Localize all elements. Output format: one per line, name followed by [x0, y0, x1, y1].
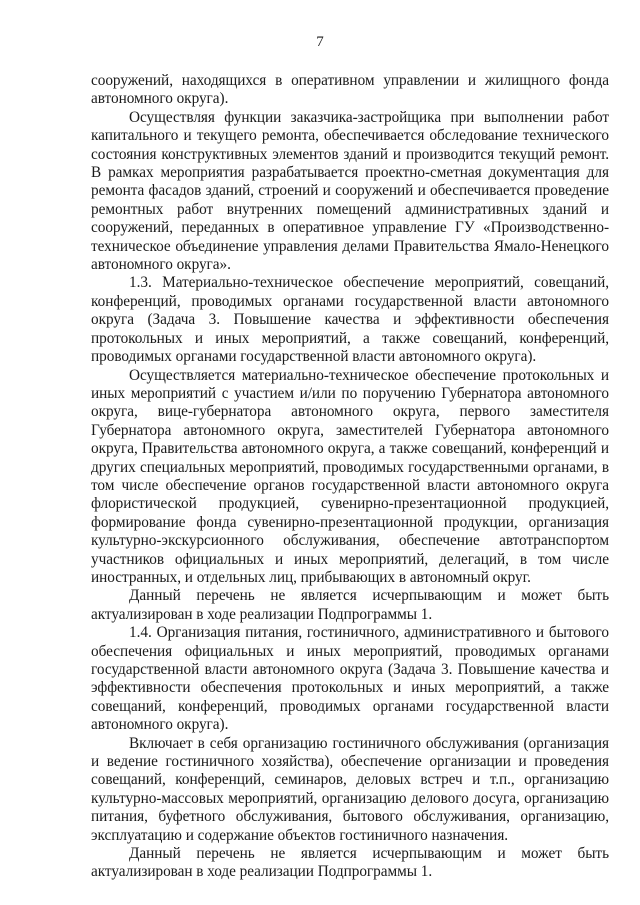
paragraph: Данный перечень не является исчерпывающим и может быть актуализирован в ходе реализации Подпрограммы 1.: [91, 845, 609, 881]
paragraph: сооружений, находящихся в оперативном управлении и жилищного фонда автономного округа).: [91, 72, 609, 108]
paragraph: Осуществляется материально-техническое обеспечение протокольных и иных мероприятий с участием и/или по поручению Губернатора автономного округа, вице-губернатора автономного округа, первого заместителя Губернатора автономного округа, заместителей Губернатора автономного округа, Правительства автономного округа, а также совещаний, конференций и других специальных мероприятий, проводимых государственными органами, в том числе обеспечение органов государственной власти автономного округа флористической продукцией, сувенирно-презентационной продукцией, формирование фонда сувенирно-презентационной продукции, организация культурно-экскурсионного обслуживания, обеспечение автотранспортом участников официальных и иных мероприятий, делегаций, в том числе иностранных, и отдельных лиц, прибывающих в автономный округ.: [91, 366, 609, 586]
paragraph: 1.3. Материально-техническое обеспечение мероприятий, совещаний, конференций, проводимых органами государственной власти автономного округа (Задача 3. Повышение качества и эффективности обеспечения протокольных и иных мероприятий, а также совещаний, конференций, проводимых органами государственной власти автономного округа).: [91, 274, 609, 366]
paragraph: 1.4. Организация питания, гостиничного, административного и бытового обеспечения официальных и иных мероприятий, проводимых органами государственной власти автономного округа (Задача 3. Повышение качества и эффективности обеспечения протокольных и иных мероприятий, а также совещаний, конференций, проводимых органами государственной власти автономного округа).: [91, 624, 609, 734]
paragraph: Данный перечень не является исчерпывающим и может быть актуализирован в ходе реализации Подпрограммы 1.: [91, 587, 609, 623]
page-body: [91, 72, 609, 882]
page-number: 7: [316, 34, 324, 50]
paragraph: Включает в себя организацию гостиничного обслуживания (организация и ведение гостиничного хозяйства), обеспечение организации и проведения совещаний, конференций, семинаров, деловых встреч и т.п., организацию культурно-массовых мероприятий, организацию делового досуга, организацию питания, буфетного обслуживания, бытового обслуживания, организацию, эксплуатацию и содержание объектов гостиничного назначения.: [91, 734, 609, 844]
paragraph: Осуществляя функции заказчика-застройщика при выполнении работ капитального и текущего ремонта, обеспечивается обследование технического состояния конструктивных элементов зданий и производится текущий ремонт. В рамках мероприятия разрабатывается проектно-сметная документация для ремонта фасадов зданий, строений и сооружений и обеспечивается проведение ремонтных работ внутренних помещений административных зданий и сооружений, переданных в оперативное управление ГУ «Производственно-техническое объединение управления делами Правительства Ямало-Ненецкого автономного округа».: [91, 108, 609, 274]
